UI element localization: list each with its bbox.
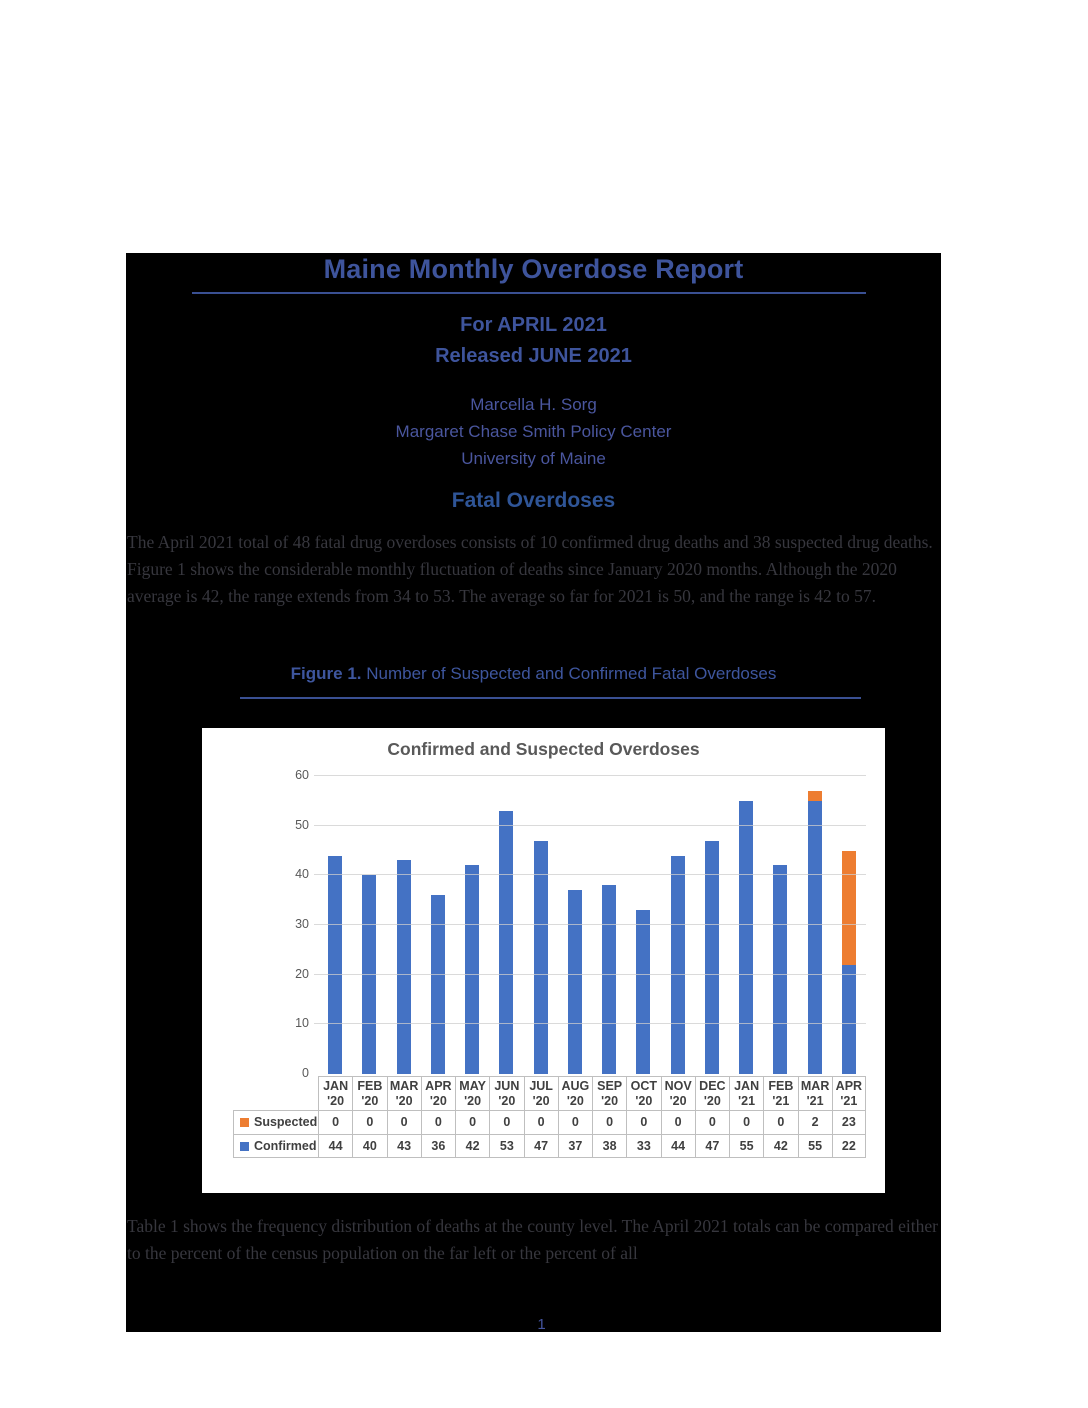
table-value-cell: 47 [695, 1134, 729, 1158]
table-value-cell: 0 [352, 1110, 386, 1134]
legend-suspected [233, 1110, 318, 1134]
table-value-cell: 23 [832, 1110, 866, 1134]
table-header-cell: FEB '20 [352, 1076, 386, 1110]
table-header-cell: MAR '21 [798, 1076, 832, 1110]
paragraph-fatal-overdoses: The April 2021 total of 48 fatal drug overdoses consists of 10 confirmed drug deaths and 38 suspected drug deaths. Figure 1 shows the considerable monthly fluctuation of deaths since January 2020 months. Although the 2020 average is 42, the range extends from 34 to 53. The average so far for 2021 is 50, and the range is 42 to 57. [127, 532, 933, 606]
author-institution: University of Maine [461, 449, 606, 468]
table-value-cell: 0 [387, 1110, 421, 1134]
y-axis-tick-label: 20 [295, 966, 309, 981]
confirmed-bar [671, 856, 685, 1075]
section-heading-fatal-overdoses: Fatal Overdoses [451, 489, 616, 512]
legend-label: Suspected [254, 1115, 318, 1129]
confirmed-legend-key-icon [240, 1142, 249, 1151]
table-header-cell: JAN '20 [318, 1076, 352, 1110]
table-value-cell: 55 [729, 1134, 763, 1158]
report-page [126, 253, 941, 1332]
page-number: 1 [537, 1316, 546, 1332]
suspected-legend-key-icon [240, 1118, 249, 1127]
table-header-cell: SEP '20 [592, 1076, 626, 1110]
legend-label: Confirmed [254, 1138, 317, 1153]
gridline [314, 924, 866, 925]
table-value-cell: 2 [798, 1110, 832, 1134]
y-axis-tick-label: 0 [302, 1066, 309, 1080]
overdose-chart [202, 728, 885, 1193]
table-value-cell: 44 [661, 1134, 695, 1158]
table-value-cell: 43 [387, 1134, 421, 1158]
confirmed-bar [773, 865, 787, 1074]
table-value-cell: 0 [695, 1110, 729, 1134]
confirmed-bar [465, 865, 479, 1074]
table-header-cell: NOV '20 [661, 1076, 695, 1110]
paragraph-table1-intro: Table 1 shows the frequency distribution of deaths at the county level. The April 2021 totals can be compared either to the percent of the census population on the far left or the percent of all [127, 1216, 938, 1263]
confirmed-bar [739, 801, 753, 1074]
confirmed-bar [397, 860, 411, 1074]
confirmed-bar [705, 841, 719, 1074]
legend-confirmed [233, 1134, 318, 1158]
table-header-cell: DEC '20 [695, 1076, 729, 1110]
table-value-cell: 55 [798, 1134, 832, 1158]
table-header-cell: APR '20 [421, 1076, 455, 1110]
confirmed-bar [808, 801, 822, 1074]
author-affiliation: Margaret Chase Smith Policy Center [395, 422, 672, 441]
y-axis-tick-label: 40 [295, 867, 309, 882]
confirmed-bar [602, 885, 616, 1074]
chart-data-table [233, 1076, 866, 1158]
title-divider [192, 292, 866, 294]
table-value-cell: 33 [626, 1134, 660, 1158]
gridline [314, 825, 866, 826]
table-header-cell: JAN '21 [729, 1076, 763, 1110]
y-axis-tick-label: 60 [295, 768, 309, 782]
table-value-cell: 0 [661, 1110, 695, 1134]
report-released-line: Released JUNE 2021 [435, 345, 632, 367]
gridline [314, 874, 866, 875]
table-value-cell: 0 [421, 1110, 455, 1134]
gridline [314, 775, 866, 776]
confirmed-bar [328, 856, 342, 1075]
table-header-cell: MAY '20 [455, 1076, 489, 1110]
report-for-line: For APRIL 2021 [460, 314, 607, 336]
figure-caption-label: Figure 1. [290, 664, 362, 683]
table-header-cell: FEB '21 [763, 1076, 797, 1110]
confirmed-bar [636, 910, 650, 1074]
table-value-cell: 53 [489, 1134, 523, 1158]
table-value-cell: 47 [524, 1134, 558, 1158]
table-value-cell: 0 [729, 1110, 763, 1134]
table-value-cell: 38 [592, 1134, 626, 1158]
table-value-cell: 0 [489, 1110, 523, 1134]
table-value-cell: 42 [455, 1134, 489, 1158]
table-value-cell: 40 [352, 1134, 386, 1158]
confirmed-bar [842, 965, 856, 1074]
confirmed-bar [431, 895, 445, 1074]
y-axis-tick-label: 10 [295, 1016, 309, 1031]
table-header-cell: JUN '20 [489, 1076, 523, 1110]
table-value-cell: 36 [421, 1134, 455, 1158]
table-value-cell: 0 [592, 1110, 626, 1134]
table-value-cell: 0 [524, 1110, 558, 1134]
author-block [126, 391, 941, 472]
figure-caption [126, 664, 941, 684]
confirmed-bar [568, 890, 582, 1074]
table-value-cell: 0 [558, 1110, 592, 1134]
table-value-cell: 44 [318, 1134, 352, 1158]
table-header-cell: JUL '20 [524, 1076, 558, 1110]
table-value-cell: 37 [558, 1134, 592, 1158]
table-header-cell: OCT '20 [626, 1076, 660, 1110]
table-header-cell: APR '21 [832, 1076, 866, 1110]
table-header-cell: AUG '20 [558, 1076, 592, 1110]
author-name: Marcella H. Sorg [470, 395, 597, 414]
gridline [314, 974, 866, 975]
table-value-cell: 0 [455, 1110, 489, 1134]
report-title: Maine Monthly Overdose Report [323, 254, 744, 284]
figure-caption-text: Number of Suspected and Confirmed Fatal Overdoses [366, 664, 777, 683]
y-axis-tick-label: 50 [295, 817, 309, 832]
table-value-cell: 0 [318, 1110, 352, 1134]
chart-plot-area [295, 768, 866, 1080]
y-axis-tick-label: 30 [295, 917, 309, 931]
table-value-cell: 42 [763, 1134, 797, 1158]
confirmed-bar [499, 811, 513, 1074]
gridline [314, 1023, 866, 1024]
table-corner-cell [233, 1076, 318, 1110]
confirmed-bar [534, 841, 548, 1074]
table-value-cell: 0 [763, 1110, 797, 1134]
chart-title: Confirmed and Suspected Overdoses [387, 739, 700, 759]
suspected-bar [842, 851, 856, 965]
table-value-cell: 0 [626, 1110, 660, 1134]
figure-caption-divider [240, 697, 861, 699]
suspected-bar [808, 791, 822, 801]
table-value-cell: 22 [832, 1134, 866, 1158]
table-header-cell: MAR '20 [387, 1076, 421, 1110]
